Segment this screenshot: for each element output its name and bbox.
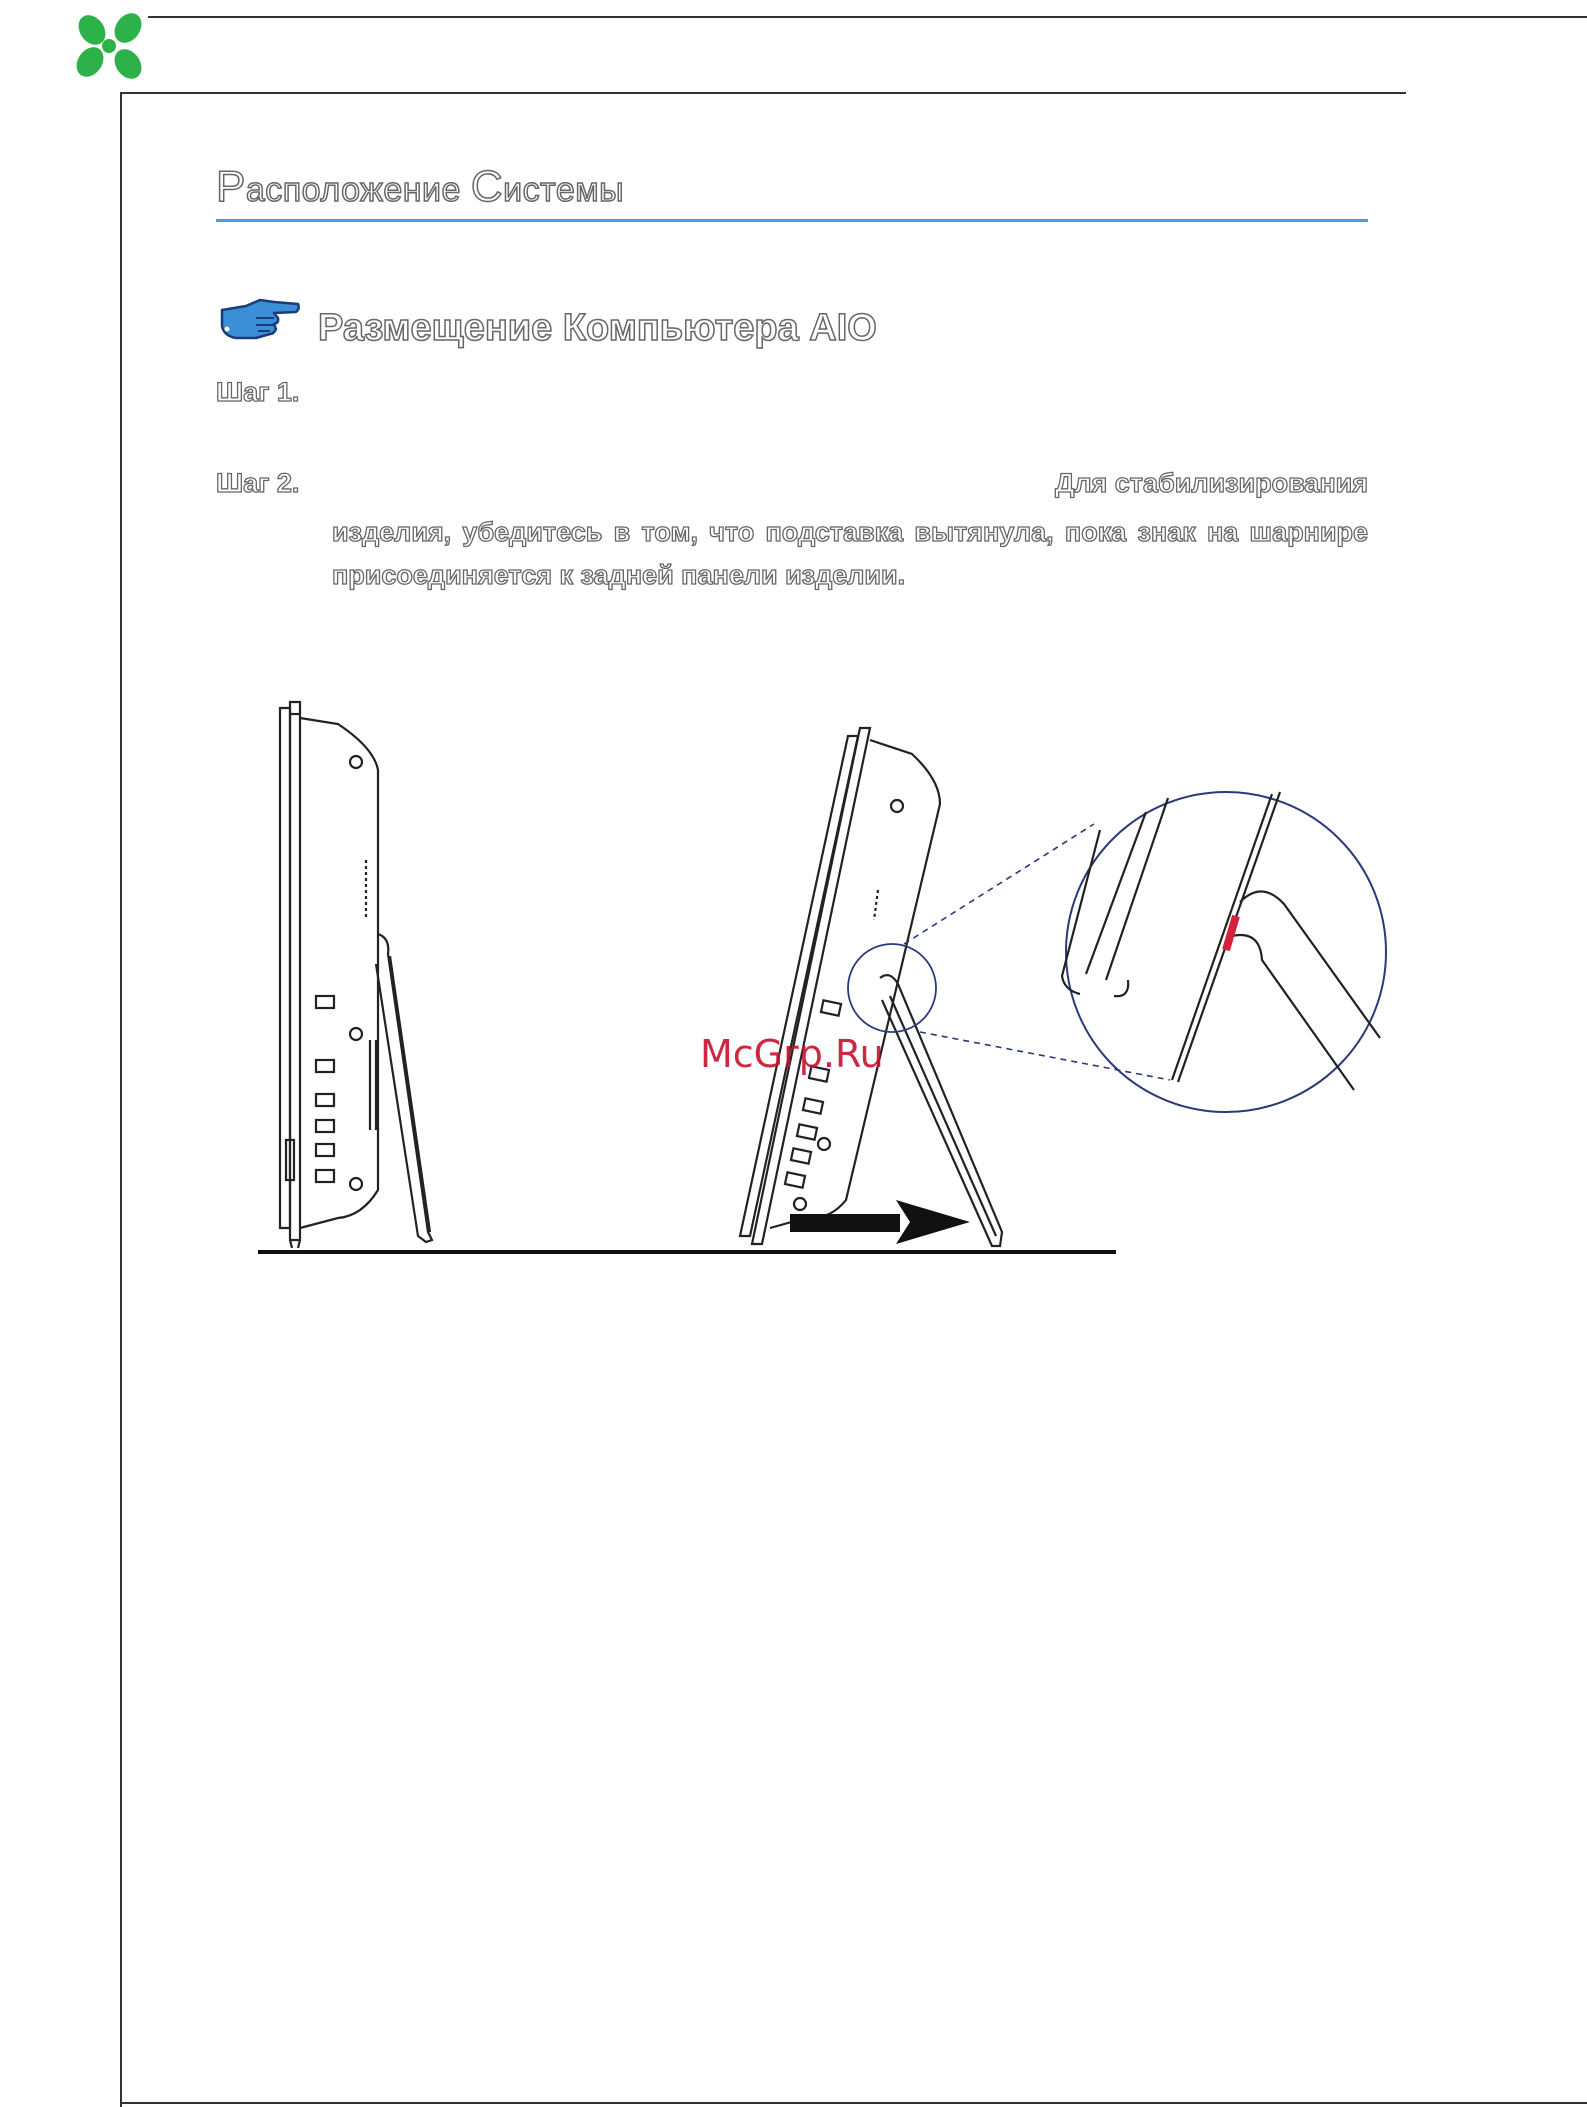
watermark: McGrp.Ru xyxy=(700,1032,884,1076)
section-title: Расположение Системы xyxy=(216,162,625,211)
step-2-label: Шаг 2. xyxy=(216,468,300,498)
zoom-detail xyxy=(1062,792,1386,1112)
right-arrow-icon xyxy=(790,1200,970,1244)
aio-tilted xyxy=(740,728,1002,1246)
pointing-hand-icon xyxy=(216,296,300,342)
brand-logo xyxy=(62,10,158,82)
step-2-text: изделия, убедитесь в том, что подставка вытянула, пока знак на шарнире присоединяется к задней панели изделии. xyxy=(332,517,1368,590)
aio-stand-diagram xyxy=(250,680,1390,1280)
section-title-rule xyxy=(216,219,1368,222)
header-rule-inner xyxy=(120,92,1406,94)
step-1-label: Шаг 1. xyxy=(216,377,300,407)
step-2-text-first: Для стабилизирования xyxy=(1055,468,1368,498)
left-margin-rule xyxy=(120,92,122,2107)
subsection-title: Размещение Компьютера AIO xyxy=(318,307,877,349)
aio-upright xyxy=(280,702,432,1248)
footer-rule xyxy=(120,2102,1587,2104)
header-rule-top xyxy=(148,16,1587,18)
